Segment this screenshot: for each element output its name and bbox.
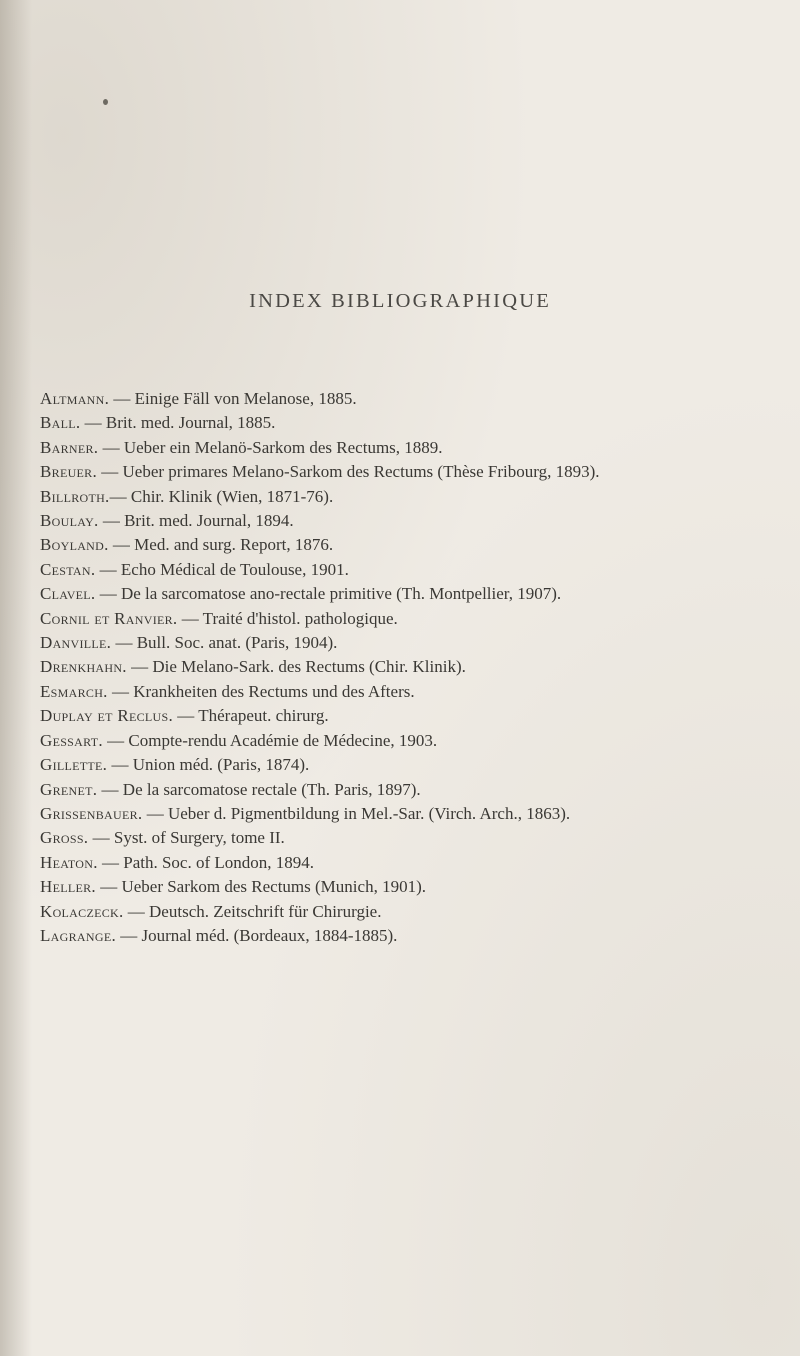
entry-author: Lagrange.	[40, 925, 116, 945]
entry-reference: — Syst. of Surgery, tome II.	[88, 828, 285, 848]
entry-author: Danville.	[40, 633, 112, 653]
entry-reference: — Ueber Sarkom des Rectums (Munich, 1901).	[95, 877, 426, 897]
entry-author: Ball.	[40, 413, 81, 433]
bibliography-entry	[40, 875, 792, 899]
entry-author: Gessart.	[40, 730, 103, 750]
bibliography-entry	[40, 680, 792, 704]
bibliography-entry	[40, 582, 792, 606]
entry-author: Clavel.	[40, 584, 96, 604]
entry-reference: — Traité d'histol. pathologique.	[177, 608, 398, 628]
entry-reference: — Ueber d. Pigmentbildung in Mel.-Sar. (Virch. Arch., 1863).	[142, 803, 571, 823]
entry-author: Breuer.	[40, 462, 98, 482]
entry-author: Grissenbauer.	[40, 803, 143, 823]
entry-author: Barner.	[40, 437, 99, 457]
entry-author: Cornil et Ranvier.	[40, 608, 178, 628]
entry-reference: — Deutsch. Zeitschrift für Chirurgie.	[123, 901, 382, 921]
bibliography-list	[40, 387, 792, 948]
entry-author: Gross.	[40, 828, 89, 848]
entry-reference: — De la sarcomatose rectale (Th. Paris, 1897).	[97, 779, 421, 799]
bibliography-entry	[40, 485, 792, 509]
entry-author: Boyland.	[40, 535, 109, 555]
bibliography-entry	[40, 631, 792, 655]
bibliography-entry	[40, 851, 792, 875]
entry-reference: — Chir. Klinik (Wien, 1871-76).	[109, 486, 334, 506]
entry-reference: — Union méd. (Paris, 1874).	[107, 755, 310, 775]
entry-reference: — Med. and surg. Report, 1876.	[108, 535, 334, 555]
page-heading: INDEX BIBLIOGRAPHIQUE	[249, 290, 551, 312]
bibliography-entry	[40, 802, 792, 826]
bibliography-entry	[40, 509, 792, 533]
entry-reference: — Brit. med. Journal, 1885.	[80, 413, 276, 433]
bibliography-entry	[40, 778, 792, 802]
bibliography-entry	[40, 729, 792, 753]
entry-author: Gillette.	[40, 755, 108, 775]
entry-author: Heaton.	[40, 852, 98, 872]
entry-reference: — Krankheiten des Rectums und des Afters.	[107, 681, 415, 701]
bibliography-entry	[40, 704, 792, 728]
page-gutter-shadow	[0, 0, 32, 1356]
entry-author: Duplay et Reclus.	[40, 706, 174, 726]
entry-author: Kolaczeck.	[40, 901, 124, 921]
bibliography-entry	[40, 387, 792, 411]
entry-reference: — Thérapeut. chirurg.	[173, 706, 329, 726]
bibliography-entry	[40, 826, 792, 850]
entry-reference: — De la sarcomatose ano-rectale primitive (Th. Montpellier, 1907).	[95, 584, 562, 604]
entry-reference: — Bull. Soc. anat. (Paris, 1904).	[111, 633, 338, 653]
entry-reference: — Einige Fäll von Melanose, 1885.	[109, 389, 357, 408]
entry-reference: — Path. Soc. of London, 1894.	[97, 852, 315, 872]
entry-author: Heller.	[40, 877, 96, 897]
ink-speck	[103, 99, 108, 105]
entry-reference: — Die Melano-Sark. des Rectums (Chir. Klinik).	[126, 657, 466, 677]
entry-author: Esmarch.	[40, 681, 108, 701]
entry-author: Drenkhahn.	[40, 657, 127, 677]
entry-author: Boulay.	[40, 511, 99, 531]
entry-reference: — Ueber ein Melanö-Sarkom des Rectums, 1889.	[98, 437, 443, 457]
entry-reference: — Compte-rendu Académie de Médecine, 1903.	[102, 730, 438, 750]
bibliography-entry	[40, 607, 792, 631]
bibliography-entry	[40, 655, 792, 679]
bibliography-entry	[40, 900, 792, 924]
entry-author: Altmann.	[40, 389, 110, 408]
entry-reference: — Ueber primares Melano-Sarkom des Rectums (Thèse Fribourg, 1893).	[97, 462, 600, 482]
entry-author: Billroth.	[40, 486, 110, 506]
entry-reference: — Brit. med. Journal, 1894.	[98, 511, 294, 531]
bibliography-entry	[40, 533, 792, 557]
entry-author: Cestan.	[40, 559, 96, 579]
bibliography-entry	[40, 411, 792, 435]
entry-reference: — Echo Médical de Toulouse, 1901.	[95, 559, 349, 579]
bibliography-entry	[40, 924, 792, 948]
entry-author: Grenet.	[40, 779, 98, 799]
bibliography-entry	[40, 436, 792, 460]
entry-reference: — Journal méd. (Bordeaux, 1884-1885).	[116, 925, 398, 945]
bibliography-entry	[40, 460, 792, 484]
bibliography-entry	[40, 753, 792, 777]
bibliography-entry	[40, 558, 792, 582]
